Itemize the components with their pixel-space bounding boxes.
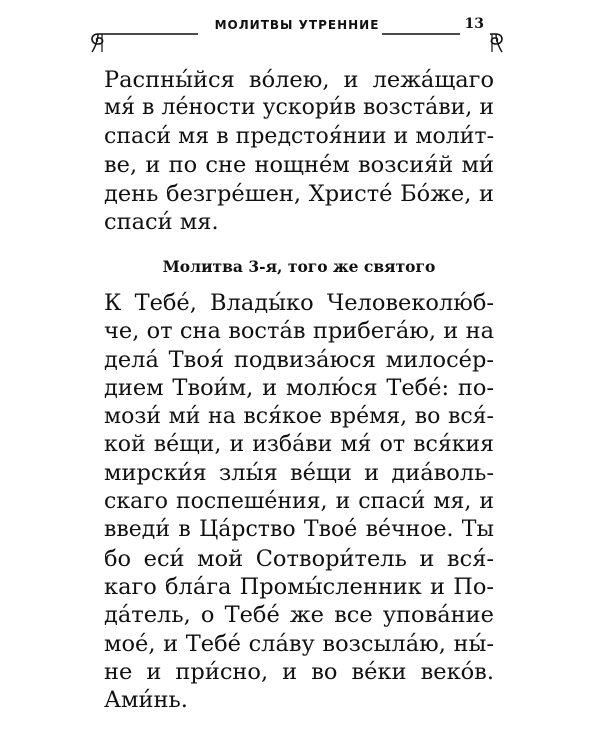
prayer-previous-ending: [104, 66, 494, 236]
text-line: че, от сна воста́в прибега́ю, и на: [104, 318, 494, 345]
text-line: не и при́сно, и во ве́ки веко́в.: [104, 659, 494, 686]
text-line: Распны́йся во́лею, и лежа́щаго: [104, 67, 494, 93]
text-line: введи́ в Ца́рство Твое́ ве́чное. Ты: [104, 517, 494, 543]
text-line: скаго поспеше́ния, и спаси́ мя, и: [104, 488, 494, 514]
text-line: спаси́ мя.: [104, 208, 219, 235]
prayer-3-body: [104, 289, 494, 715]
text-line: каго бла́га Промы́сленник и По-: [104, 573, 494, 600]
running-title: МОЛИТВЫ УТРЕННИЕ: [214, 18, 380, 32]
text-line: дием Твои́м, и молю́ся Тебе́: по-: [104, 375, 494, 402]
text-line: спаси́ мя в предстоя́нии и моли́т-: [104, 123, 494, 149]
text-line: день безгре́шен, Христе́ Бо́же, и: [104, 180, 494, 207]
page-number: 13: [464, 16, 484, 32]
text-line: Ами́нь.: [104, 687, 188, 714]
text-line: ве, и по сне нощне́м возсия́й ми́: [104, 152, 494, 179]
text-line: мирски́я злы́я ве́щи и диа́воль-: [104, 460, 494, 487]
text-line: К Тебе́, Влады́ко Человеколю́б-: [104, 290, 494, 316]
text-line: мози́ ми́ на вся́кое вре́мя, во вся́-: [104, 403, 494, 429]
text-line: мя́ в ле́ности ускори́в возста́ви, и: [104, 95, 494, 121]
text-line: да́тель, о Тебе́ же все упова́ние: [104, 602, 494, 629]
prayer-3-title: Молитва 3-я, того же святого: [162, 257, 436, 276]
text-line: бо еси́ мой Сотвори́тель и вся́-: [104, 545, 494, 572]
text-line: дела́ Твоя́ подвиза́юся милосе́р-: [104, 346, 494, 373]
page-header: [88, 14, 506, 54]
text-line: мое́, и Тебе́ сла́ву возсыла́ю, ны́-: [104, 630, 494, 657]
text-line: кой ве́щи, и изба́ви мя́ от вся́кия: [104, 431, 494, 457]
